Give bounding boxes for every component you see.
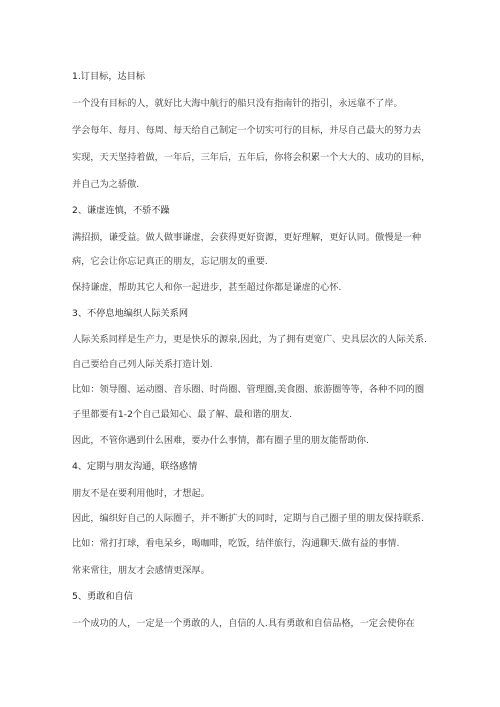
paragraph-line: 人际关系同样是生产力，更是快乐的源泉,因此，为了拥有更宽广、史具层次的人际关系. [72, 334, 427, 345]
paragraph-line: 常来常往，朋友才会感情更深厚。 [72, 565, 210, 576]
paragraph-line: 一个成功的人，一定是一个勇敢的人，自信的人.具有勇敢和自信品格，一定会使你在 [72, 618, 415, 629]
paragraph-line: 朋友不是在要利用他时，才想起。 [72, 488, 210, 499]
paragraph-line: 因此，不管你遇到什么困难，要办什么事情，都有圈子里的朋友能帮助你. [72, 435, 369, 446]
paragraph-line: 病，它会让你忘记真正的朋友，忘记朋友的重要. [72, 256, 268, 267]
paragraph-line: 实现，天天坚持着做，一年后，三年后，五年后，你将会积累一个大大的、成功的目标， [72, 152, 431, 163]
paragraph-line: 并自己为之骄傲. [72, 179, 140, 190]
paragraph-line: 比如：领导圈、运动圈、音乐圈、时尚圈、管理圈,美食圈、旅游圈等等，各种不同的圈 [72, 384, 425, 395]
paragraph-line: 满招损，谦受益。做人做事谦虚，会获得更好资源，更好理解，更好认同。傲慢是一种 [72, 232, 422, 243]
paragraph-line: 保持谦虚，帮助其它人和你一起进步，甚至超过你都是谦虚的心怀. [72, 282, 342, 293]
paragraph-line: 自己要给自己列人际关系打造计划. [72, 359, 213, 370]
paragraph-line: 子里都要有1-2个自己最知心、最了解、最和谐的朋友. [72, 409, 293, 420]
paragraph-line: 学会每年、每月、每周、每天给自己制定一个切实可行的目标，并尽自己最大的努力去 [72, 125, 422, 136]
section-3-heading: 3、不停息地编织人际关系网 [72, 308, 189, 319]
paragraph-line: 因此，编织好自己的人际圈子，并不断扩大的同时，定期与自己圈子里的朋友保持联系. [72, 513, 425, 524]
paragraph-line: 一个没有目标的人，就好比大海中航行的船只没有指南针的指引，永远靠不了岸。 [72, 98, 403, 109]
section-4-heading: 4、定期与朋友沟通，联络感情 [72, 461, 198, 472]
section-2-heading: 2、谦虚连慎，不骄不躁 [72, 205, 170, 216]
section-1-heading: 1.订目标，达目标 [72, 71, 146, 82]
paragraph-line: 比如：常打打球，看电呆乡，喝咖啡，吃饭，结伴旅行，沟通聊天.做有益的事情. [72, 538, 400, 549]
section-5-heading: 5、勇敢和自信 [72, 591, 133, 602]
